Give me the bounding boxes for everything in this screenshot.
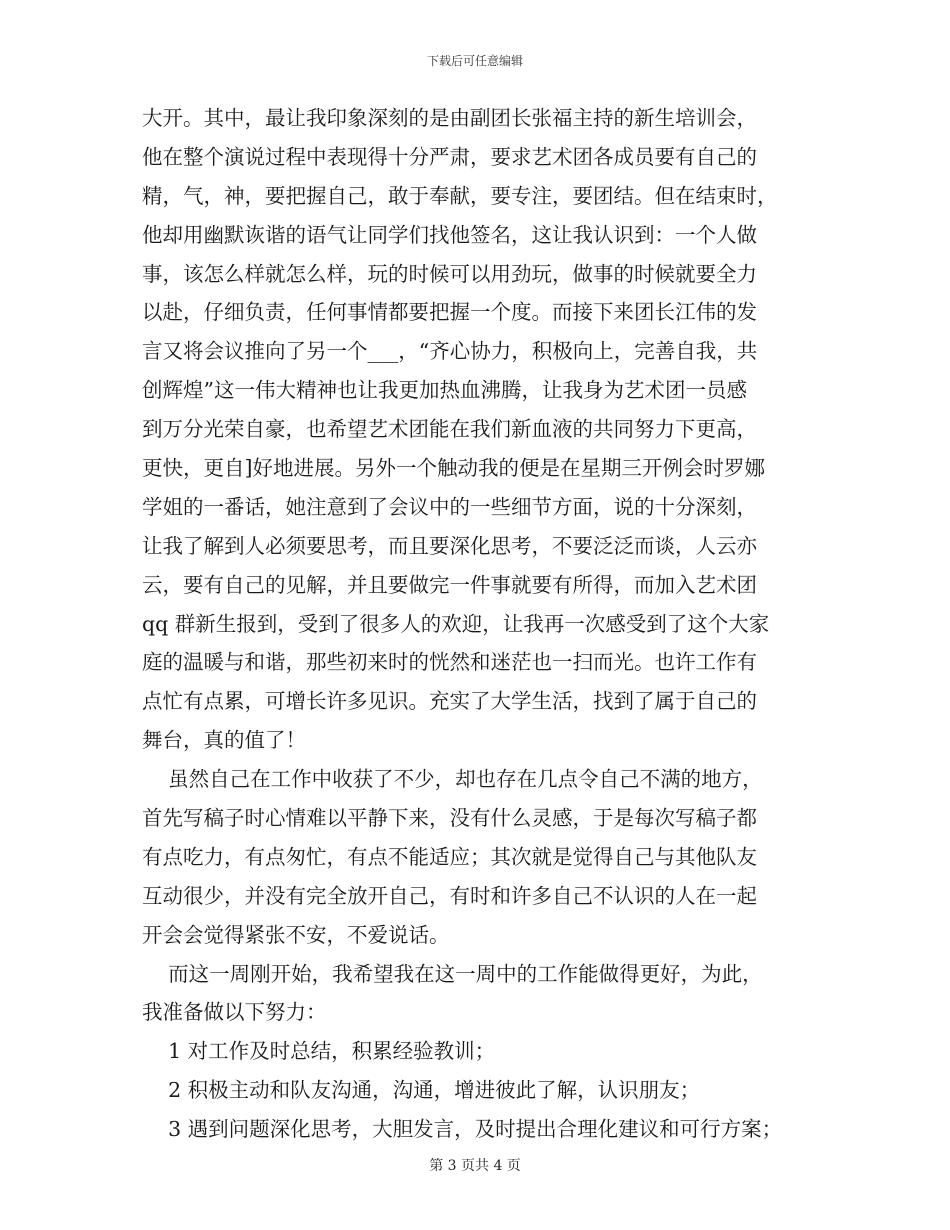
text-line: 更快，更自]好地进展。另外一个触动我的便是在星期三开例会时罗娜 — [142, 456, 765, 481]
text-line: 有点吃力，有点匆忙，有点不能适应；其次就是觉得自己与其他队友 — [142, 844, 757, 869]
page-header-note: 下载后可任意编辑 — [426, 54, 523, 68]
text-line: 让我了解到人必须要思考，而且要深化思考，不要泛泛而谈，人云亦 — [142, 533, 757, 558]
text-line: 开会会觉得紧张不安，不爱说话。 — [142, 922, 450, 947]
text-line: 大开。其中，最让我印象深刻的是由副团长张福主持的新生培训会， — [142, 106, 757, 130]
list-item: 3 遇到问题深化思考，大胆发言，及时提出合理化建议和可行方案； — [142, 1117, 783, 1142]
text-line: 而这一周刚开始，我希望我在这一周中的工作能做得更好，为此， — [142, 961, 763, 986]
text-line: 舞台，真的值了！ — [142, 728, 306, 753]
text-line: 首先写稿子时心情难以平静下来，没有什么灵感，于是每次写稿子都 — [142, 806, 757, 831]
list-item: 1 对工作及时总结，积累经验教训； — [142, 1039, 496, 1064]
text-line: qq 群新生报到，受到了很多人的欢迎，让我再一次感受到了这个大家 — [142, 611, 770, 636]
text-line: 创辉煌”这一伟大精神也让我更加热血沸腾，让我身为艺术团一员感 — [142, 378, 747, 403]
text-line: 言又将会议推向了另一个___，“齐心协力，积极向上，完善自我，共 — [142, 339, 758, 364]
text-line: 以赴，仔细负责，任何事情都要把握一个度。而接下来团长江伟的发 — [142, 300, 757, 325]
text-line: 他却用幽默诙谐的语气让同学们找他签名，这让我认识到：一个人做 — [142, 222, 757, 247]
list-item: 2 积极主动和队友沟通，沟通，增进彼此了解，认识朋友； — [142, 1078, 701, 1103]
text-line: 点忙有点累，可增长许多见识。充实了大学生活，找到了属于自己的 — [142, 689, 757, 714]
text-line: 他在整个演说过程中表现得十分严肃，要求艺术团各成员要有自己的 — [142, 144, 757, 169]
text-line: 云，要有自己的见解，并且要做完一件事就要有所得，而加入艺术团 — [142, 572, 757, 597]
text-line: 精，气，神，要把握自己，敢于奉献，要专注，要团结。但在结束时， — [142, 183, 778, 208]
text-line: 事，该怎么样就怎么样，玩的时候可以用劲玩，做事的时候就要全力 — [142, 261, 757, 286]
document-body — [142, 99, 822, 1149]
text-line: 虽然自己在工作中收获了不少，却也存在几点令自己不满的地方， — [142, 767, 763, 792]
text-line: 互动很少，并没有完全放开自己，有时和许多自己不认识的人在一起 — [142, 883, 757, 908]
text-line: 学姐的一番话，她注意到了会议中的一些细节方面，说的十分深刻， — [142, 494, 757, 519]
text-line: 到万分光荣自豪，也希望艺术团能在我们新血液的共同努力下更高， — [142, 417, 757, 442]
text-line: 庭的温暖与和谐，那些初来时的恍然和迷茫也一扫而光。也许工作有 — [142, 650, 757, 675]
text-line: 我准备做以下努力： — [142, 1000, 327, 1025]
page-number: 第 3 页共 4 页 — [429, 1158, 521, 1174]
